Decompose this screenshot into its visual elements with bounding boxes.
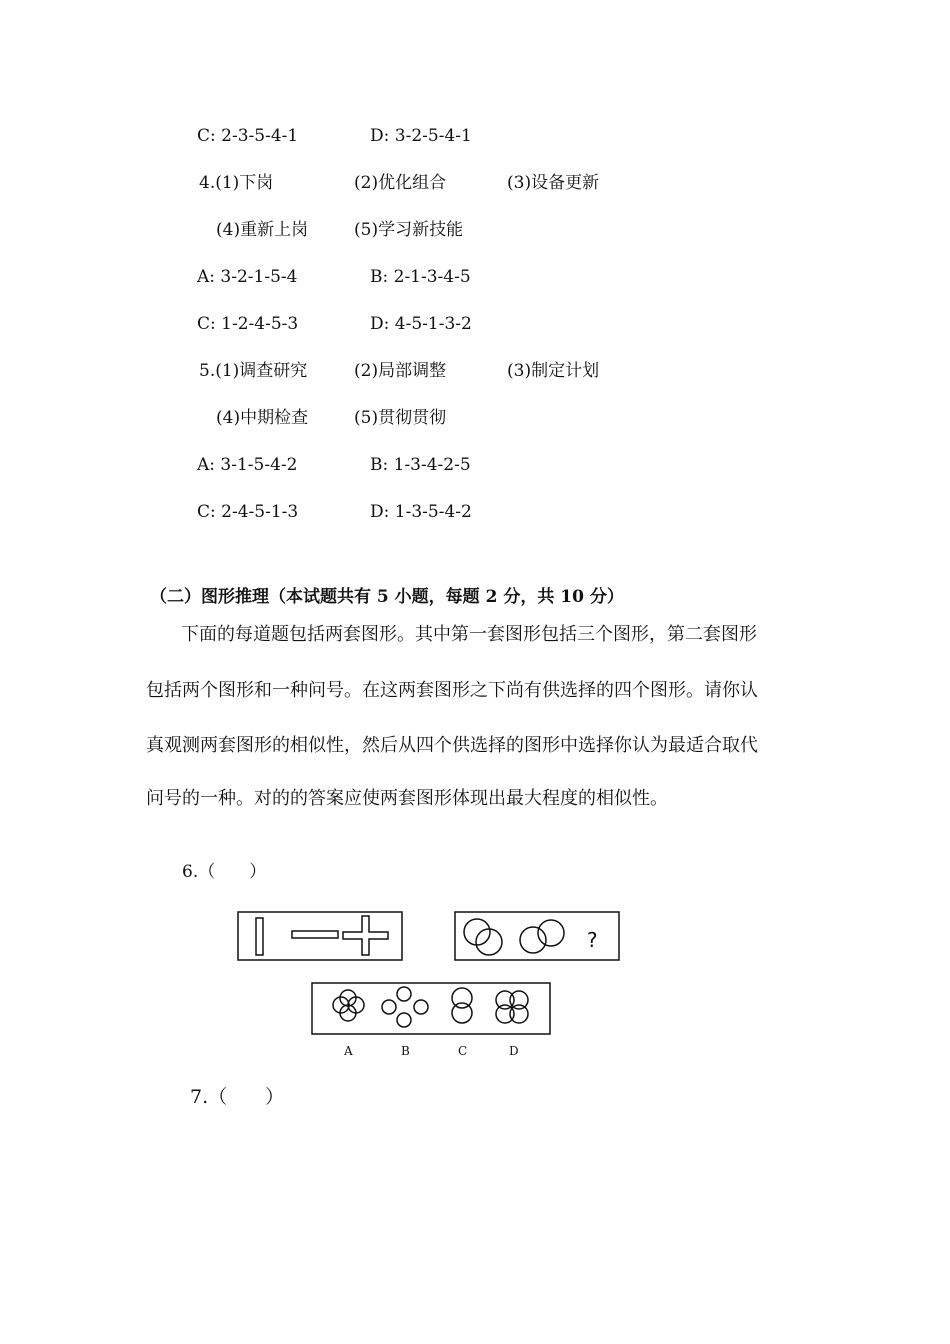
choice-a-label: A (344, 1044, 353, 1058)
q6-figure-set-1 (236, 911, 406, 963)
q4-option-c: C: 1-2-4-5-3 (197, 314, 299, 334)
q5-item-5: (5)贯彻贯彻 (354, 408, 447, 428)
choice-d-label: D (509, 1044, 519, 1058)
choice-b-circle (382, 1000, 396, 1014)
q4-option-a: A: 3-2-1-5-4 (197, 267, 298, 287)
instruction-line-2: 包括两个图形和一种问号。在这两套图形之下尚有供选择的四个图形。请你认 (146, 680, 758, 701)
q4-item-3: (3)设备更新 (507, 173, 600, 193)
choice-d-circle (496, 991, 514, 1009)
circle-shape (520, 927, 546, 953)
q4-item-5: (5)学习新技能 (354, 220, 464, 240)
q5-item-2: (2)局部调整 (354, 361, 447, 381)
horizontal-bar-shape (292, 931, 338, 938)
plus-shape (343, 916, 388, 955)
vertical-bar-shape (256, 918, 263, 955)
q4-item-1: 4.(1)下岗 (199, 173, 274, 193)
circle-shape (476, 929, 502, 955)
choice-d-circle (496, 1005, 514, 1023)
q5-option-d: D: 1-3-5-4-2 (370, 502, 472, 522)
q7-label: 7.（ ） (190, 1086, 285, 1108)
choice-c-label: C (458, 1044, 468, 1058)
choice-b-circle (397, 987, 411, 1001)
section-heading: （二）图形推理（本试题共有 5 小题，每题 2 分，共 10 分） (150, 587, 624, 607)
circle-shape (464, 919, 490, 945)
choice-c-circle (452, 1003, 472, 1023)
q5-item-1: 5.(1)调查研究 (199, 361, 308, 381)
q5-item-4: (4)中期检查 (216, 408, 309, 428)
q5-option-a: A: 3-1-5-4-2 (197, 455, 298, 475)
q6-answer-choices (310, 982, 553, 1037)
q5-item-3: (3)制定计划 (507, 361, 600, 381)
q4-item-4: (4)重新上岗 (216, 220, 309, 240)
circle-shape (538, 920, 564, 946)
q4-option-d: D: 4-5-1-3-2 (370, 314, 472, 334)
q5-option-b: B: 1-3-4-2-5 (370, 455, 471, 475)
q5-option-c: C: 2-4-5-1-3 (197, 502, 299, 522)
instruction-line-3: 真观测两套图形的相似性，然后从四个供选择的图形中选择你认为最适合取代 (146, 735, 758, 756)
q3-option-c: C: 2-3-5-4-1 (197, 126, 299, 146)
q3-option-d: D: 3-2-5-4-1 (370, 126, 472, 146)
question-mark: ? (586, 928, 599, 952)
q6-label: 6.（ ） (182, 862, 267, 882)
choice-d-circle (510, 991, 528, 1009)
instruction-line-1: 下面的每道题包括两套图形。其中第一套图形包括三个图形，第二套图形 (181, 624, 757, 645)
choice-b-label: B (401, 1044, 410, 1058)
instruction-line-4: 问号的一种。对的的答案应使两套图形体现出最大程度的相似性。 (146, 788, 668, 809)
q4-option-b: B: 2-1-3-4-5 (370, 267, 471, 287)
choice-d-circle (510, 1005, 528, 1023)
q4-item-2: (2)优化组合 (354, 173, 447, 193)
choice-b-circle (414, 1000, 428, 1014)
choice-b-circle (397, 1013, 411, 1027)
q6-figure-set-2 (453, 911, 623, 963)
